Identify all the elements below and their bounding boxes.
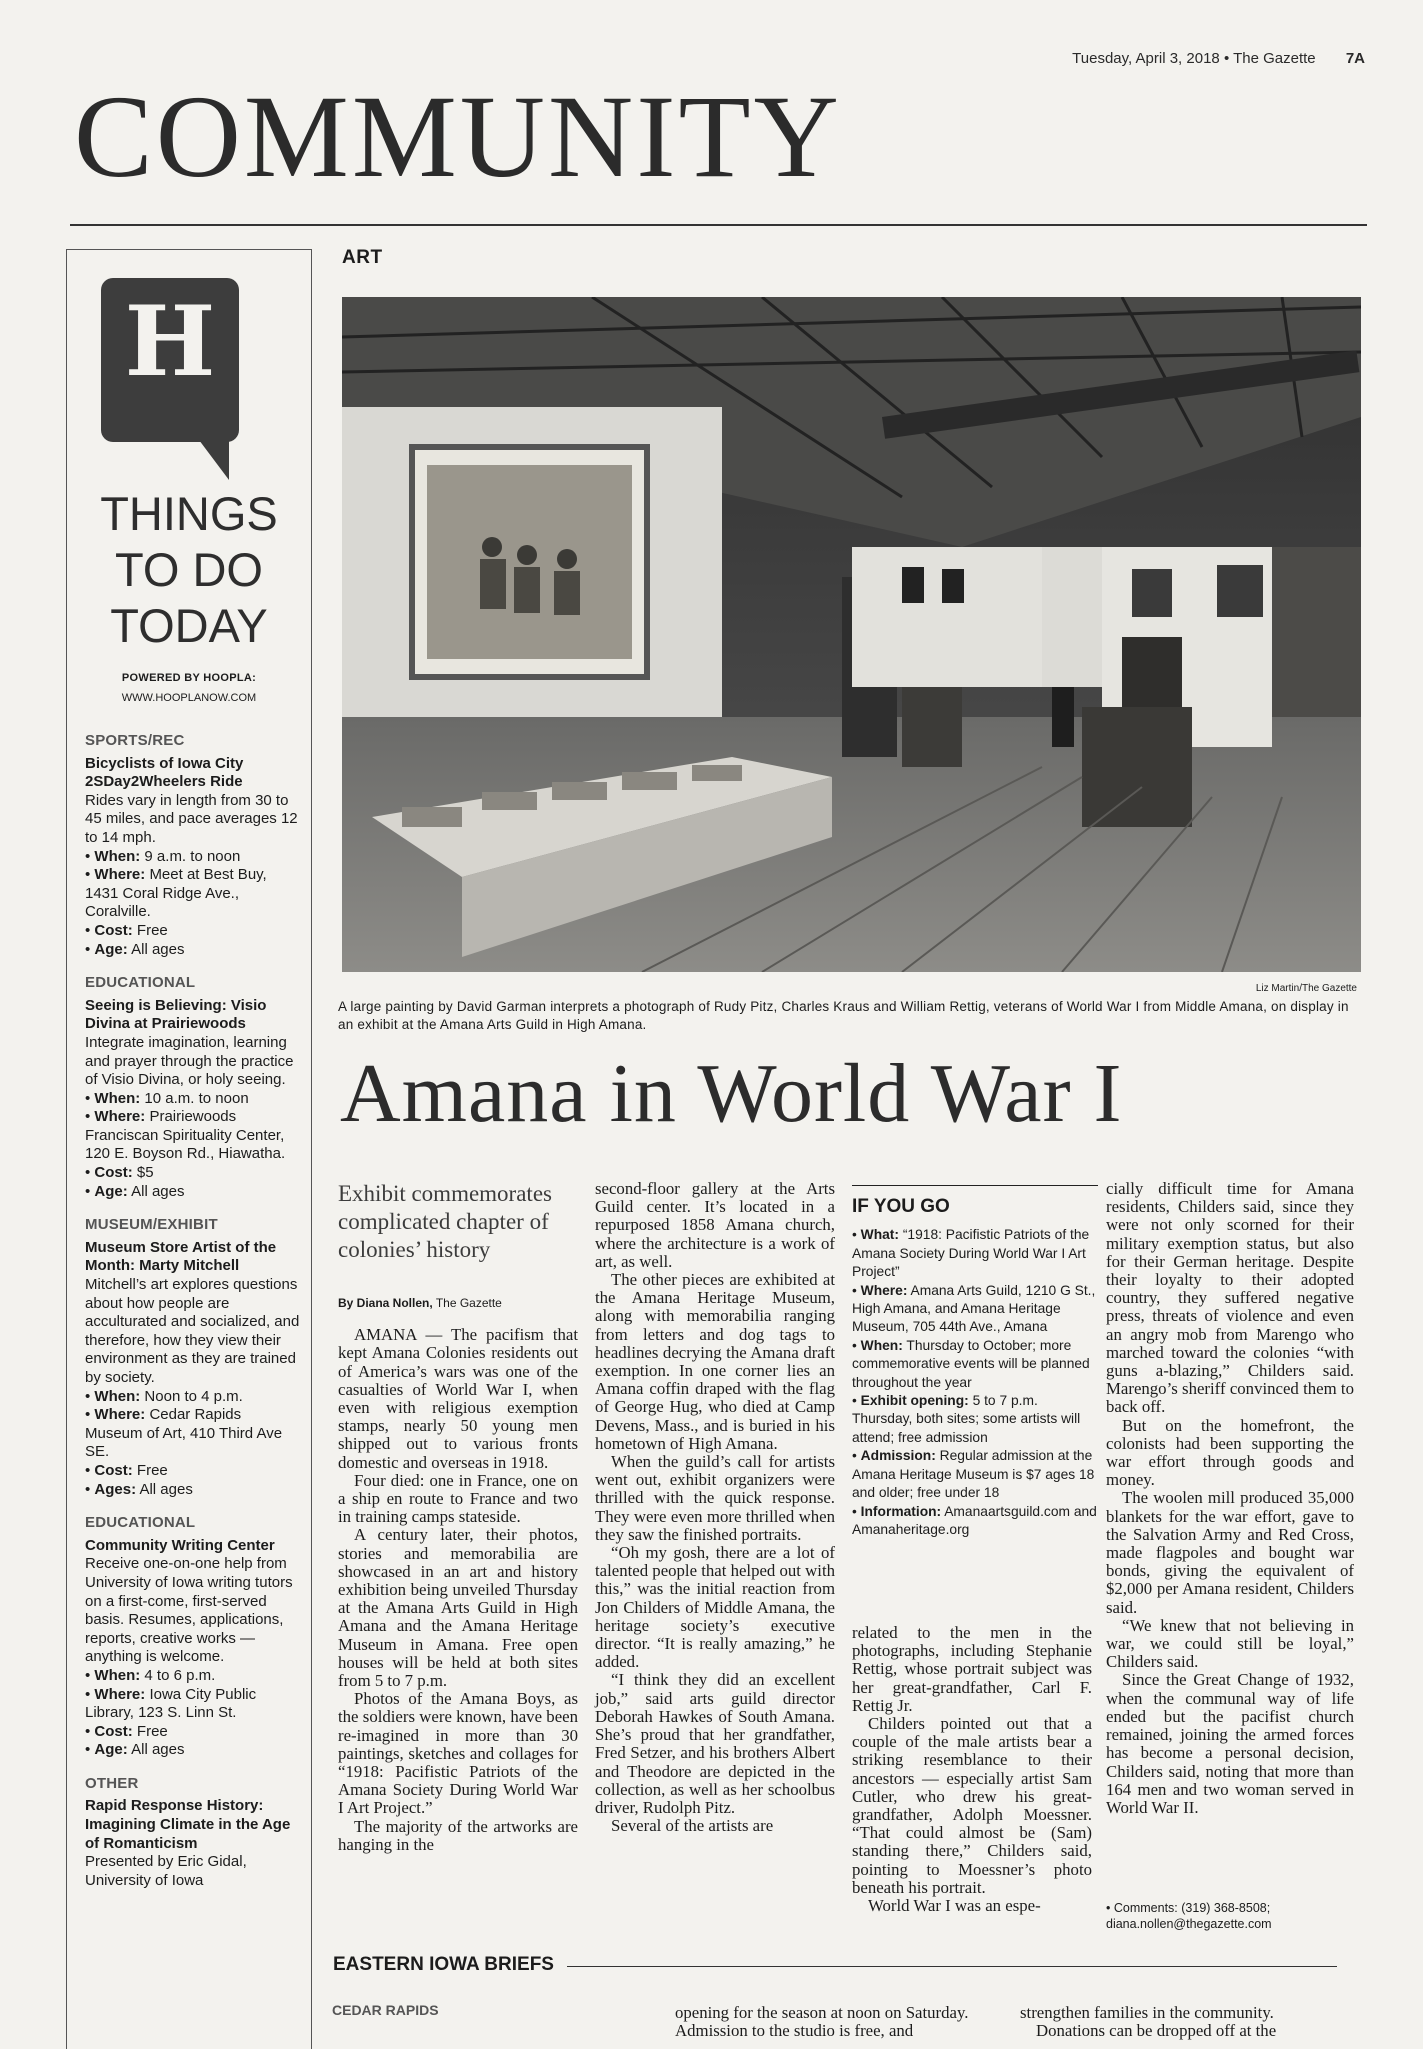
paragraph: Photos of the Amana Boys, as the soldiers were known, have been re-imagined in more than 30 paintings, sketches and collages for “1918: Pacifistic Patriots of the Amana Society During World War I Art Project.” xyxy=(338,1689,578,1818)
event-category: SPORTS/REC xyxy=(85,732,185,749)
briefs-title: EASTERN IOWA BRIEFS xyxy=(333,1954,554,1975)
column-3-text xyxy=(852,1624,1092,1915)
event-item xyxy=(85,1216,301,1499)
briefs-dateline: CEDAR RAPIDS xyxy=(332,2002,439,2018)
event-detail: • Cost: $5 xyxy=(85,1164,154,1182)
event-description: Mitchell’s art explores questions about how people are acculturated and socialized, and therefore, how they view their environment as they are trained by society. xyxy=(85,1276,300,1386)
event-category: OTHER xyxy=(85,1774,139,1792)
deck: Exhibit commemorates complicated chapter of colonies’ history xyxy=(338,1181,552,1262)
event-title: Seeing is Believing: Visio Divina at Prairiewoods xyxy=(85,996,267,1033)
folio-date: Tuesday, April 3, 2018 xyxy=(1072,50,1220,67)
folio-paper: The Gazette xyxy=(1233,50,1316,67)
paragraph: World War I was an espe- xyxy=(868,1896,1041,1916)
if-you-go-row: • Information: Amanaartsguild.com and Amanaheritage.org xyxy=(852,1503,1097,1537)
briefs-column-a: opening for the season at noon on Saturday. Admission to the studio is free, and xyxy=(675,2003,969,2041)
gallery-photo-illustration xyxy=(342,297,1361,972)
event-detail: • Where: Iowa City Public Library, 123 S. Linn St. xyxy=(85,1685,257,1722)
paragraph: When the guild’s call for artists went out, exhibit organizers were thrilled with the quick response. They were even more thrilled when they saw the finished portraits. xyxy=(595,1452,835,1544)
paragraph: Four died: one in France, one on a ship en route to France and two in training camps stateside. xyxy=(338,1470,578,1527)
event-detail: • Where: Cedar Rapids Museum of Art, 410 Third Ave SE. xyxy=(85,1406,283,1461)
if-you-go-row: • Where: Amana Arts Guild, 1210 G St., High Amana, and Amana Heritage Museum, 705 44th Ave., Amana xyxy=(852,1282,1096,1335)
article-column-2 xyxy=(595,1180,835,1835)
masthead-rule xyxy=(70,224,1367,226)
paragraph: The majority of the artworks are hanging in the xyxy=(338,1816,578,1854)
things-to-do-heading: THINGS TO DO TODAY xyxy=(100,487,278,652)
paragraph: The other pieces are exhibited at the Amana Heritage Museum, along with memorabilia ranging from letters and dog tags to headlines decrying the Amana draft exemption. In one corner lies an Amana coffin draped with the flag of George Hug, who died at Camp Devens, Mass., and is buried in his hometown of High Amana. xyxy=(595,1270,835,1453)
event-category: EDUCATIONAL xyxy=(85,1514,196,1532)
headline: Amana in World War I xyxy=(340,1047,1123,1140)
event-detail: • Age: All ages xyxy=(85,1741,185,1759)
event-title: Rapid Response History: Imagining Climate in the Age of Romanticism xyxy=(85,1797,291,1852)
if-you-go-row: • When: Thursday to October; more commemorative events will be planned throughout the year xyxy=(852,1337,1090,1390)
column-4-text xyxy=(1106,1180,1354,1817)
paragraph: “I think they did an excellent job,” said arts guild director Deborah Hawkes of South Amana. She’s proud that her grandfather, Fred Setzer, and his brothers Albert and Theodore are depicted in the collection, as well as her schoolbus driver, Rudolph Pitz. xyxy=(595,1670,835,1817)
event-item xyxy=(85,974,301,1201)
section-kicker: ART xyxy=(342,247,383,268)
briefs-rule xyxy=(567,1966,1337,1967)
column-1-text xyxy=(338,1326,578,1854)
event-item xyxy=(85,1514,301,1760)
paragraph: “Oh my gosh, there are a lot of talented people that helped out with this,” was the initial reaction from Jon Childers of Middle Amana, the heritage society’s executive director. “It is really amazing,” he added. xyxy=(595,1543,835,1672)
if-you-go-row: • Exhibit opening: 5 to 7 p.m. Thursday, both sites; some artists will attend; free admission xyxy=(852,1393,1081,1445)
event-description: Integrate imagination, learning and prayer through the practice of Visio Divina, or holy seeing. xyxy=(85,1033,294,1089)
byline: By Diana Nollen, The Gazette xyxy=(338,1296,502,1310)
paragraph: Since the Great Change of 1932, when the communal way of life ended but the pacifist church remained, joining the armed forces has become a personal decision, Childers said, noting that more than 164 men and two woman served in World War II. xyxy=(1106,1670,1354,1817)
if-you-go-title: IF YOU GO xyxy=(852,1196,950,1217)
column-2-text xyxy=(595,1180,835,1835)
event-detail: • Age: All ages xyxy=(85,1182,185,1200)
paragraph: Childers pointed out that a couple of the male artists bear a striking resemblance to their ancestors — especially artist Sam Cutler, who drew his great-grandfather, Adolph Moessner. “That could almost be (Sam) standing there,” Childers said, pointing to Moessner’s photo beneath his portrait. xyxy=(852,1714,1092,1897)
event-title: Community Writing Center xyxy=(85,1536,275,1554)
if-you-go-box xyxy=(852,1185,1098,1539)
powered-by: POWERED BY HOOPLA: xyxy=(121,672,257,684)
event-detail: • Where: Meet at Best Buy, 1431 Coral Ridge Ave., Coralville. xyxy=(85,866,267,921)
author-email: diana.nollen@thegazette.com xyxy=(1106,1917,1272,1931)
paragraph: But on the homefront, the colonists had been supporting the war effort through goods and money. xyxy=(1106,1415,1354,1490)
event-detail: • When: 9 a.m. to noon xyxy=(85,847,241,865)
event-detail: • When: Noon to 4 p.m. xyxy=(85,1387,243,1405)
hoopla-logo-letter: H xyxy=(124,285,216,398)
article-column-1 xyxy=(338,1180,578,1854)
photo-credit: Liz Martin/The Gazette xyxy=(1255,983,1357,994)
event-list xyxy=(85,732,301,1905)
event-detail: • Cost: Free xyxy=(85,1461,168,1479)
paragraph: cially difficult time for Amana residents, Childers said, since they were not only scorned for their military exemption status, but also for their German heritage. Despite their loyalty to their adopted country, they suffered negative press, threats of violence and even an angry mob from Marengo who marched toward the colonies “with guns a-blazing,” Childers said. Marengo’s sheriff convinced them to back off. xyxy=(1106,1179,1354,1417)
event-item xyxy=(85,732,301,959)
event-category: MUSEUM/EXHIBIT xyxy=(85,1216,218,1234)
powered-url: WWW.HOOPLANOW.COM xyxy=(121,692,257,704)
photo-caption: A large painting by David Garman interprets a photograph of Rudy Pitz, Charles Kraus and William Rettig, veterans of World War I from Middle Amana, on display in an exhibit at the Amana Arts Guild in High Amana. xyxy=(338,999,1349,1032)
things-to-do-sidebar xyxy=(66,249,312,2049)
section-title: COMMUNITY xyxy=(74,71,842,202)
event-detail: • Cost: Free xyxy=(85,921,168,939)
event-detail: • Where: Prairiewoods Franciscan Spirituality Center, 120 E. Boyson Rd., Hiawatha. xyxy=(85,1108,286,1163)
paragraph: A century later, their photos, stories and memorabilia are showcased in an art and history exhibition being unveiled Thursday at the Amana Arts Guild in High Amana and the Amana Heritage Museum in Amana. Free open houses will be held at both sites from 5 to 7 p.m. xyxy=(338,1525,578,1691)
event-item xyxy=(85,1775,301,1891)
comments-contact: • Comments: (319) 368-8508; diana.nollen@thegazette.com xyxy=(1106,1900,1336,1932)
event-detail: • When: 4 to 6 p.m. xyxy=(85,1666,216,1684)
event-category: EDUCATIONAL xyxy=(85,974,196,992)
folio: Tuesday, April 3, 2018 • The Gazette 7A xyxy=(1072,50,1365,67)
event-title: Museum Store Artist of the Month: Marty Mitchell xyxy=(85,1238,277,1275)
event-description: Rides vary in length from 30 to 45 miles, and pace averages 12 to 14 mph. xyxy=(85,791,298,846)
event-description: Presented by Eric Gidal, University of Iowa xyxy=(85,1853,247,1889)
paragraph: Several of the artists are xyxy=(611,1816,774,1836)
event-detail: • When: 10 a.m. to noon xyxy=(85,1089,249,1107)
paragraph: The woolen mill produced 35,000 blankets for the war effort, gave to the Salvation Army and Red Cross, made flagpoles and bought war bonds, giving the equivalent of $2,000 per Amana resident, Childers said. xyxy=(1106,1488,1354,1617)
event-detail: • Ages: All ages xyxy=(85,1480,193,1498)
paragraph: AMANA — The pacifism that kept Amana Colonies residents out of America’s wars was one of the casualties of World War I, when even with religious exemption stamps, nearly 50 young men shipped out to various fronts domestic and overseas in 1918. xyxy=(338,1325,578,1472)
paragraph: “We knew that not believing in war, we could still be loyal,” Childers said. xyxy=(1106,1615,1354,1672)
article-column-3 xyxy=(852,1624,1092,1915)
exhibit-photo xyxy=(342,297,1361,972)
article-column-4 xyxy=(1106,1180,1354,1817)
hoopla-logo-icon xyxy=(101,278,239,442)
folio-page: 7A xyxy=(1345,50,1365,67)
briefs-column-b: strengthen families in the community. Donations can be dropped off at the xyxy=(1020,2003,1277,2041)
event-detail: • Age: All ages xyxy=(85,940,185,958)
event-description: Receive one-on-one help from University of Iowa writing tutors on a first-come, first-served basis. Resumes, applications, reports, creative works — anything is welcome. xyxy=(85,1555,293,1666)
event-title: Bicyclists of Iowa City 2SDay2Wheelers Ride xyxy=(85,754,244,791)
event-detail: • Cost: Free xyxy=(85,1722,168,1740)
if-you-go-row: • Admission: Regular admission at the Amana Heritage Museum is $7 ages 18 and older; free under 18 xyxy=(852,1448,1095,1501)
paragraph: related to the men in the photographs, including Stephanie Rettig, whose portrait subject was her great-grandfather, Carl F. Rettig Jr. xyxy=(852,1623,1092,1715)
paragraph: second-floor gallery at the Arts Guild center. It’s located in a repurposed 1858 Amana church, where the architecture is a work of art, as well. xyxy=(595,1179,835,1271)
if-you-go-row: • What: “1918: Pacifistic Patriots of the Amana Society During World War I Art Project” xyxy=(852,1227,1090,1280)
